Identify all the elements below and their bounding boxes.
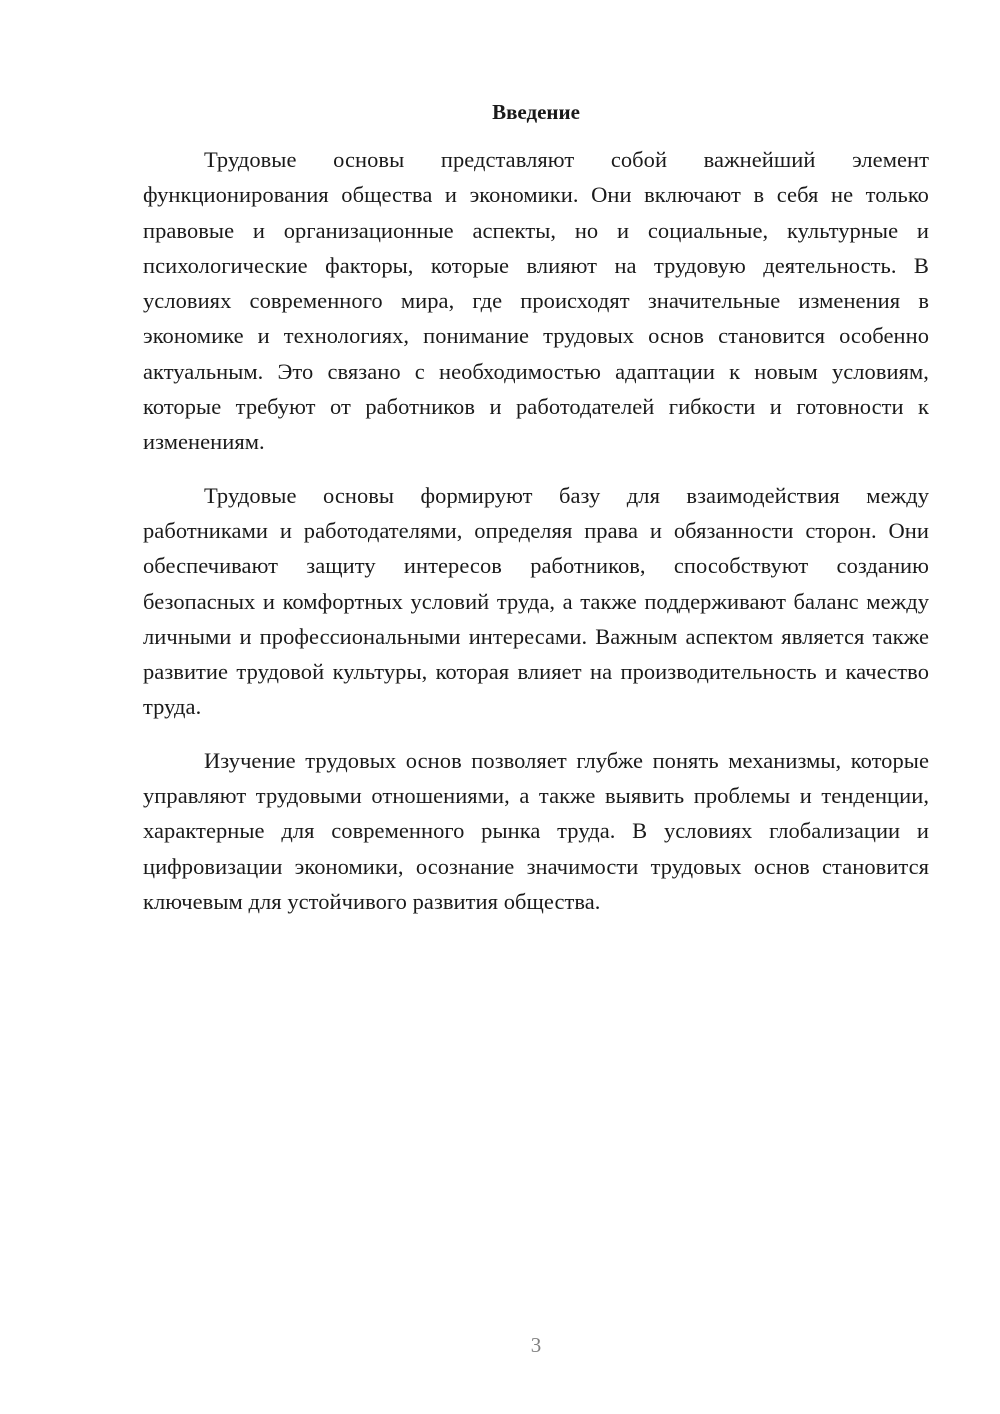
page-title: Введение — [492, 100, 580, 124]
paragraph-2: Трудовые основы формируют базу для взаимодействия между работниками и работодателями, определяя права и обязанности сторон. Они обеспечивают защиту интересов работников, способствуют созданию безопасных и комфортных условий труда, а также поддерживают баланс между личными и профессиональными интересами. Важным аспектом является также развитие трудовой культуры, которая влияет на производительность и качество труда. — [143, 482, 929, 720]
page-number: 3 — [530, 1333, 542, 1357]
document-body — [143, 142, 929, 937]
paragraph-3: Изучение трудовых основ позволяет глубже понять механизмы, которые управляют трудовыми отношениями, а также выявить проблемы и тенденции, характерные для современного рынка труда. В условиях глобализации и цифровизации экономики, осознание значимости трудовых основ становится ключевым для устойчивого развития общества. — [143, 747, 929, 914]
paragraph-1: Трудовые основы представляют собой важнейший элемент функционирования общества и экономики. Они включают в себя не только правовые и организационные аспекты, но и социальные, культурные и психологические факторы, которые влияют на трудовую деятельность. В условиях современного мира, где происходят значительные изменения в экономике и технологиях, понимание трудовых основ становится особенно актуальным. Это связано с необходимостью адаптации к новым условиям, которые требуют от работников и работодателей гибкости и готовности к изменениям. — [143, 147, 929, 455]
